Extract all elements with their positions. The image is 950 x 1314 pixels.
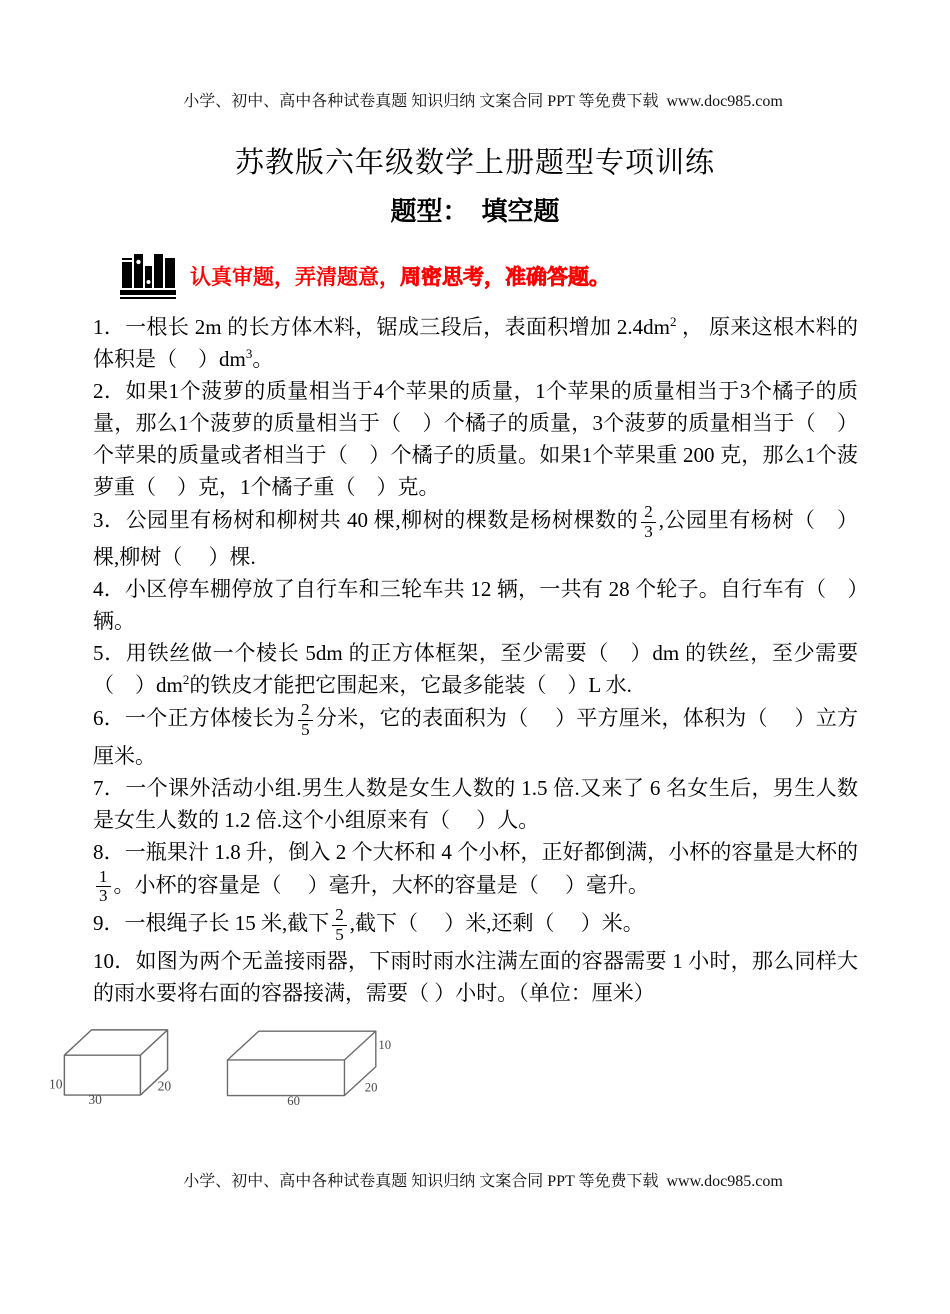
question-7: 7．一个课外活动小组.男生人数是女生人数的 1.5 倍.又来了 6 名女生后，男生人数是女生人数的 1.2 倍.这个小组原来有（ ）人。 <box>93 775 858 832</box>
rain-container-diagram <box>48 1019 950 1105</box>
superscript: 2 <box>182 672 190 688</box>
books-icon <box>120 252 178 299</box>
superscript: 3 <box>245 346 253 361</box>
header-text: 小学、初中、高中各种试卷真题 知识归纳 文案合同 PPT 等免费下载 www.doc985.com <box>183 93 783 110</box>
notice-banner <box>120 252 950 299</box>
question-6: 6．一个正方体棱长为 $\frac{2}{5}$ 分米，它的表面积为（ ）平方厘米，体积为（ ）立方厘米。 <box>93 700 859 768</box>
question-9: 9．一根绳子长 15 米,截下 $\frac{2}{5}$ ,截下（ ）米,还剩（ ）米。 <box>93 905 644 944</box>
notice-text <box>190 261 610 291</box>
page-title: 苏教版六年级数学上册题型专项训练 <box>234 147 715 179</box>
question-4: 4．小区停车棚停放了自行车和三轮车共 12 辆，一共有 28 个轮子。自行车有（ ）辆。 <box>93 577 858 634</box>
notice-text-bold: 周密思考，准确答题。 <box>400 265 610 289</box>
page-subtitle: 题型： 填空题 <box>390 196 560 226</box>
question-3: 3．公园里有杨树和柳树共 40 棵,柳树的棵数是杨树棵数的 $\frac{2}{3}$ ,公园里有杨树（ ）棵,柳树（ ）棵. <box>93 502 858 570</box>
fraction: $\frac{2}{3}$ <box>641 503 656 541</box>
footer-text: 小学、初中、高中各种试卷真题 知识归纳 文案合同 PPT 等免费下载 www.doc985.com <box>183 1173 783 1190</box>
left-cuboid <box>48 1019 193 1105</box>
fraction: $\frac{1}{3}$ <box>96 868 111 906</box>
page-header <box>0 70 950 129</box>
page-footer <box>0 1150 950 1209</box>
question-2: 2．如果1个菠萝的质量相当于4个苹果的质量，1个苹果的质量相当于3个橘子的质量，那么1个菠萝的质量相当于（ ）个橘子的质量，3个菠萝的质量相当于（ ）个苹果的质量或者相当于（ ）个橘子的质量。如果1个苹果重 200 克，那么1个菠萝重（ ）克，1个橘子重（ ）克。 <box>93 379 858 499</box>
question-8: 8．一瓶果汁 1.8 升，倒入 2 个大杯和 4 个小杯，正好都倒满，小杯的容量是大杯的 $\frac{1}{3}$ 。小杯的容量是（ ）毫升，大杯的容量是（ ）毫升。 <box>93 839 858 906</box>
right-width-label: 60 <box>287 1093 300 1105</box>
question-1: 1．一根长 2m 的长方体木料，锯成三段后，表面积增加 $2.4dm^2$ ， 原来这根木料的体积是（ ）$dm^3$。 <box>93 314 859 371</box>
question-5: 5．用铁丝做一个棱长 5dm 的正方体框架，至少需要（ ）dm 的铁丝，至少需要（ ）$dm^2$的铁皮才能把它围起来，它最多能装（ ）L 水. <box>93 641 858 698</box>
question-10: 10．如图为两个无盖接雨器，下雨时雨水注满左面的容器需要 1 小时，那么同样大的雨水要将右面的容器接满，需要（ ）小时。（单位：厘米） <box>93 948 858 1005</box>
left-width-label: 30 <box>88 1091 102 1105</box>
fraction: $\frac{2}{5}$ <box>332 906 347 944</box>
left-depth-label: 20 <box>157 1078 172 1094</box>
superscript: 2 <box>669 314 677 329</box>
fraction: $\frac{2}{5}$ <box>298 701 313 739</box>
questions <box>93 311 858 1009</box>
right-height-label: 10 <box>378 1037 392 1052</box>
left-height-label: 10 <box>48 1076 63 1092</box>
right-depth-label: 20 <box>364 1079 378 1094</box>
right-cuboid <box>219 1020 397 1105</box>
notice-text-normal: 认真审题，弄清题意， <box>190 265 400 289</box>
